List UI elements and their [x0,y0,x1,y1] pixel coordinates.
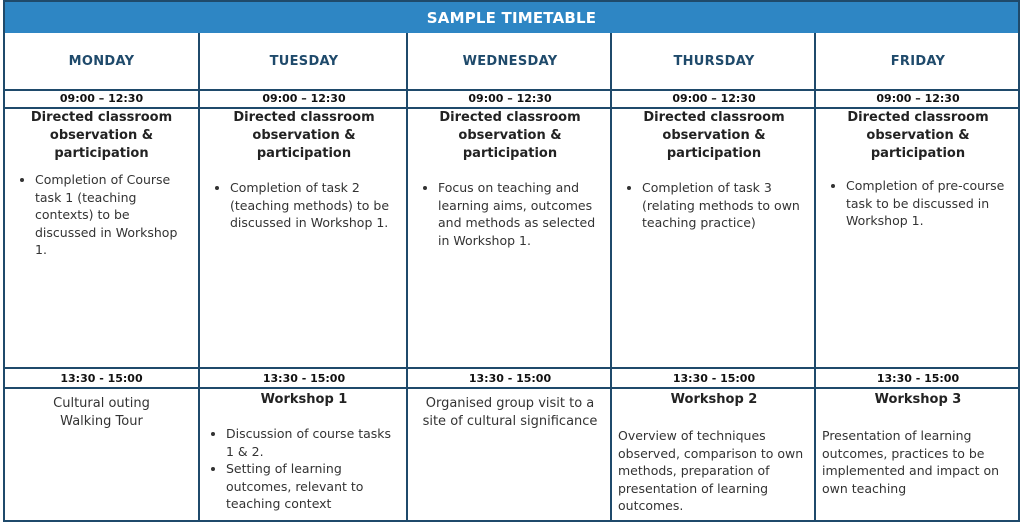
session-bullets [826,177,1010,230]
morning-time: 09:00 – 12:30 [816,89,1020,109]
bullet-item: • Completion of task 2 (teaching methods) to be discussed in Workshop 1. [230,179,398,232]
morning-session [408,109,612,365]
column-friday [814,33,1020,520]
session-title: Directed classroom observation & participation [30,110,173,161]
session-bullets [15,171,188,259]
column-wednesday [406,33,612,520]
bullet-item: • Completion of Course task 1 (teaching contexts) to be discussed in Workshop 1. [35,171,188,259]
timetable-title: SAMPLE TIMETABLE [5,2,1018,33]
afternoon-time: 13:30 - 15:00 [816,367,1020,389]
afternoon-time: 13:30 - 15:00 [200,367,408,389]
session-title: Directed classroom observation & participation [847,110,989,161]
session-title: Directed classroom observation & participation [233,110,375,161]
timetable [3,0,1020,522]
morning-session [612,109,816,365]
session-title: Directed classroom observation & participation [439,110,581,161]
session-text: Presentation of learning outcomes, practices to be implemented and impact on own teaching [822,428,1000,496]
afternoon-session [408,389,612,520]
session-title: Workshop 3 [874,392,962,407]
session-title: Workshop 1 [260,392,348,407]
afternoon-time: 13:30 - 15:00 [408,367,612,389]
session-text: Overview of techniques observed, comparison to own methods, preparation of presentation of learning outcomes. [618,428,804,513]
afternoon-session [816,389,1020,520]
session-title: Workshop 2 [670,392,758,407]
session-line: Walking Tour [60,414,143,429]
morning-time: 09:00 – 12:30 [612,89,816,109]
session-line: Cultural outing [53,396,150,411]
afternoon-session [200,389,408,520]
day-header: TUESDAY [200,33,408,91]
morning-time: 09:00 – 12:30 [5,89,198,109]
afternoon-session [5,389,198,520]
session-bullets [418,179,602,249]
day-header: FRIDAY [816,33,1020,91]
column-thursday [610,33,816,520]
bullet-item: • Discussion of course tasks 1 & 2. [226,425,402,460]
afternoon-time: 13:30 - 15:00 [5,367,198,389]
bullet-item: • Completion of pre-course task to be discussed in Workshop 1. [846,177,1010,230]
morning-session [816,109,1020,365]
morning-session [5,109,198,365]
session-bullets [206,425,402,513]
bullet-item: • Setting of learning outcomes, relevant to teaching context [226,460,402,513]
morning-session [200,109,408,365]
day-header: WEDNESDAY [408,33,612,91]
afternoon-time: 13:30 - 15:00 [612,367,816,389]
morning-time: 09:00 – 12:30 [408,89,612,109]
session-bullets [210,179,398,232]
session-title: Directed classroom observation & participation [643,110,785,161]
bullet-item: • Focus on teaching and learning aims, outcomes and methods as selected in Workshop 1. [438,179,602,249]
column-tuesday [198,33,408,520]
morning-time: 09:00 – 12:30 [200,89,408,109]
column-monday [5,33,198,520]
session-bullets [622,179,806,232]
afternoon-session [612,389,816,520]
session-text: Organised group visit to a site of cultural significance [422,396,598,429]
day-header: THURSDAY [612,33,816,91]
bullet-item: • Completion of task 3 (relating methods to own teaching practice) [642,179,806,232]
day-header: MONDAY [5,33,198,91]
